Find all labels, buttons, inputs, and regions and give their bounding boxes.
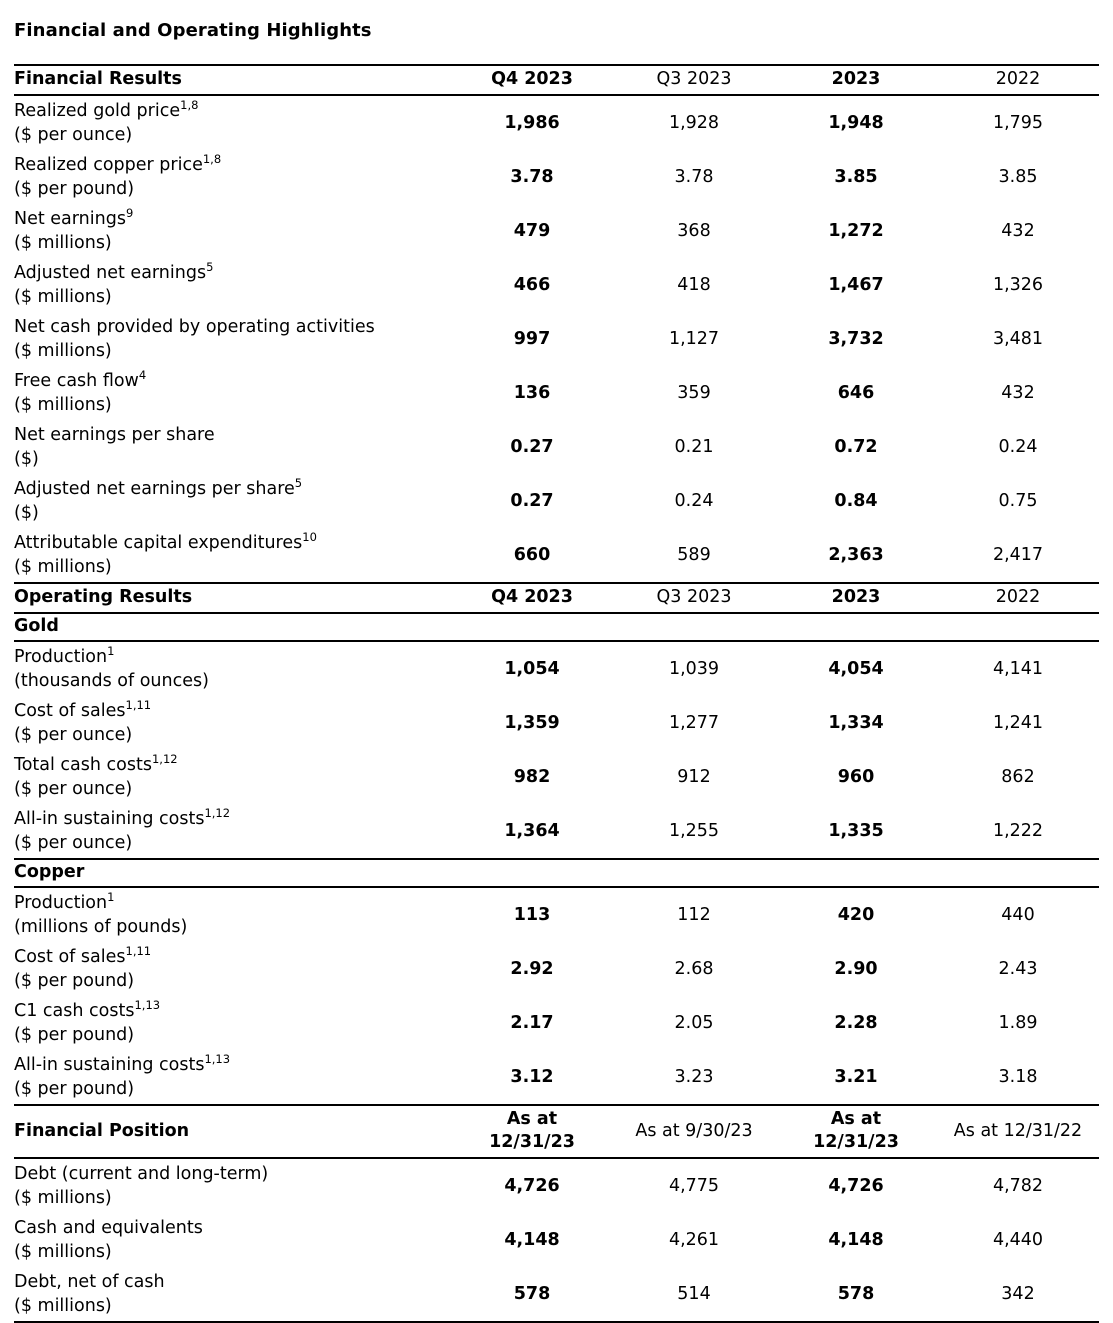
- metric-value: 466: [513, 275, 551, 295]
- metric-name: [14, 315, 451, 339]
- metric-value: 4,261: [668, 1230, 720, 1250]
- column-header-line: 2023: [831, 587, 881, 607]
- column-header: [775, 583, 937, 613]
- metric-label-cell: [14, 528, 451, 583]
- metric-value: 4,148: [828, 1230, 884, 1250]
- metric-unit: ($ millions): [14, 1242, 112, 1262]
- metric-name: [14, 1162, 451, 1186]
- metric-label-cell: [14, 942, 451, 996]
- section-title: Financial Position: [14, 1105, 451, 1158]
- highlights-table: [14, 64, 1099, 1323]
- metric-value: 3.12: [510, 1067, 554, 1087]
- metric-value: 1,255: [668, 821, 720, 841]
- metric-name: [14, 945, 451, 969]
- metric-name-text: Total cash costs: [14, 755, 152, 775]
- footnote-ref: 1,13: [134, 998, 161, 1013]
- metric-value: 3,481: [992, 329, 1044, 349]
- metric-value: 982: [513, 767, 551, 787]
- metric-value: 0.24: [998, 437, 1038, 457]
- metric-unit: ($): [14, 503, 39, 523]
- metric-value: 3.78: [510, 167, 554, 187]
- metric-name-text: Cost of sales: [14, 947, 126, 967]
- metric-value: 342: [1001, 1284, 1035, 1304]
- column-header-line: 2023: [831, 69, 881, 89]
- metric-value: 1,241: [992, 713, 1044, 733]
- metric-value: 1,948: [828, 113, 884, 133]
- column-header: [937, 65, 1099, 95]
- footnote-ref: 1,12: [204, 806, 231, 821]
- footnote-ref: 1: [107, 890, 115, 905]
- footnote-ref: 1,12: [151, 752, 178, 767]
- highlights-table-body: [14, 65, 1099, 1322]
- column-header-line: Q4 2023: [491, 69, 573, 89]
- metric-name: [14, 891, 451, 915]
- group-header-row: [14, 859, 1099, 887]
- group-title: Copper: [14, 859, 1099, 887]
- metric-value: 432: [1001, 221, 1035, 241]
- column-header-line: 12/31/23: [489, 1132, 575, 1152]
- column-header: [937, 1105, 1099, 1158]
- column-header-line: Q4 2023: [491, 587, 573, 607]
- metric-row: [14, 1213, 1099, 1267]
- metric-row: [14, 641, 1099, 696]
- metric-value: 4,782: [992, 1176, 1044, 1196]
- metric-row: [14, 996, 1099, 1050]
- metric-value: 136: [513, 383, 551, 403]
- column-header: [775, 65, 937, 95]
- metric-value: 4,054: [828, 659, 884, 679]
- metric-value: 4,775: [668, 1176, 720, 1196]
- section-title: Operating Results: [14, 583, 451, 613]
- metric-label-cell: [14, 95, 451, 150]
- metric-value: 912: [677, 767, 711, 787]
- metric-value: 1,795: [992, 113, 1044, 133]
- column-header-line: As at 12/31/22: [953, 1120, 1083, 1141]
- metric-value: 3.23: [674, 1067, 714, 1087]
- metric-unit: ($ millions): [14, 1296, 112, 1316]
- metric-row: [14, 887, 1099, 942]
- metric-row: [14, 750, 1099, 804]
- column-header: [937, 583, 1099, 613]
- metric-value: 1,359: [504, 713, 560, 733]
- metric-value: 2.05: [674, 1013, 714, 1033]
- metric-name: [14, 699, 451, 723]
- metric-name: [14, 1053, 451, 1077]
- column-header: [613, 65, 775, 95]
- column-header-line: As at: [830, 1109, 882, 1129]
- metric-value: 112: [677, 905, 711, 925]
- metric-row: [14, 696, 1099, 750]
- metric-value: 2.43: [998, 959, 1038, 979]
- footnote-ref: 1: [107, 644, 115, 659]
- metric-row: [14, 474, 1099, 528]
- metric-unit: ($ per pound): [14, 1079, 135, 1099]
- metric-name-text: Cost of sales: [14, 701, 126, 721]
- metric-value: 2,363: [828, 545, 884, 565]
- metric-value: 2,417: [992, 545, 1044, 565]
- page-title: Financial and Operating Highlights: [14, 20, 372, 41]
- column-header: [775, 1105, 937, 1158]
- metric-name-text: Net cash provided by operating activities: [14, 317, 375, 337]
- metric-value: 2.28: [834, 1013, 878, 1033]
- metric-row: [14, 942, 1099, 996]
- metric-name-text: Debt, net of cash: [14, 1272, 165, 1292]
- metric-value: 4,148: [504, 1230, 560, 1250]
- section-header-row: [14, 65, 1099, 95]
- group-header-row: [14, 613, 1099, 641]
- metric-unit: ($ per pound): [14, 179, 135, 199]
- metric-value: 0.84: [834, 491, 878, 511]
- metric-name: [14, 1216, 451, 1240]
- metric-name: [14, 645, 451, 669]
- metric-value: 420: [837, 905, 875, 925]
- metric-name: [14, 753, 451, 777]
- metric-label-cell: [14, 887, 451, 942]
- metric-label-cell: [14, 804, 451, 859]
- metric-label-cell: [14, 1050, 451, 1105]
- metric-name: [14, 1270, 451, 1294]
- metric-name: [14, 807, 451, 831]
- metric-unit: ($ per ounce): [14, 779, 133, 799]
- footnote-ref: 1,11: [125, 944, 152, 959]
- column-header-line: As at 9/30/23: [635, 1120, 753, 1141]
- metric-row: [14, 204, 1099, 258]
- metric-name: [14, 99, 451, 123]
- metric-value: 1,467: [828, 275, 884, 295]
- metric-name-text: C1 cash costs: [14, 1001, 135, 1021]
- metric-name: [14, 423, 451, 447]
- metric-unit: ($ per pound): [14, 971, 135, 991]
- metric-value: 1,326: [992, 275, 1044, 295]
- metric-row: [14, 420, 1099, 474]
- column-header-line: As at: [506, 1109, 558, 1129]
- metric-name-text: Realized copper price: [14, 155, 203, 175]
- section-header-row: [14, 1105, 1099, 1158]
- footnote-ref: 5: [206, 260, 214, 275]
- column-header-line: 2022: [995, 587, 1041, 607]
- metric-label-cell: [14, 474, 451, 528]
- footnote-ref: 1,13: [204, 1052, 231, 1067]
- metric-row: [14, 1267, 1099, 1322]
- metric-unit: ($ per ounce): [14, 725, 133, 745]
- metric-label-cell: [14, 150, 451, 204]
- metric-row: [14, 366, 1099, 420]
- metric-label-cell: [14, 204, 451, 258]
- metric-label-cell: [14, 312, 451, 366]
- metric-value: 1,272: [828, 221, 884, 241]
- metric-value: 997: [513, 329, 551, 349]
- metric-label-cell: [14, 1158, 451, 1213]
- footnote-ref: 4: [138, 368, 147, 383]
- metric-value: 660: [513, 545, 551, 565]
- metric-row: [14, 258, 1099, 312]
- metric-name-text: Cash and equivalents: [14, 1218, 203, 1238]
- metric-name-text: Production: [14, 647, 108, 667]
- metric-unit: (millions of pounds): [14, 917, 188, 937]
- metric-value: 2.92: [510, 959, 554, 979]
- group-title: Gold: [14, 613, 1099, 641]
- column-header: [613, 583, 775, 613]
- metric-label-cell: [14, 366, 451, 420]
- metric-value: 514: [677, 1284, 711, 1304]
- metric-value: 418: [677, 275, 711, 295]
- metric-value: 0.24: [674, 491, 714, 511]
- metric-unit: ($): [14, 449, 39, 469]
- metric-value: 4,141: [992, 659, 1044, 679]
- metric-name: [14, 369, 451, 393]
- metric-row: [14, 150, 1099, 204]
- metric-value: 1,127: [668, 329, 720, 349]
- metric-label-cell: [14, 750, 451, 804]
- metric-label-cell: [14, 1213, 451, 1267]
- footnote-ref: 1,11: [125, 698, 152, 713]
- metric-name: [14, 261, 451, 285]
- metric-name-text: Realized gold price: [14, 101, 181, 121]
- metric-label-cell: [14, 641, 451, 696]
- metric-value: 646: [837, 383, 875, 403]
- metric-unit: ($ millions): [14, 557, 112, 577]
- column-header: [451, 65, 613, 95]
- metric-value: 0.72: [834, 437, 878, 457]
- section-title: Financial Results: [14, 65, 451, 95]
- footnote-ref: 9: [125, 206, 134, 221]
- metric-unit: (thousands of ounces): [14, 671, 209, 691]
- metric-value: 4,440: [992, 1230, 1044, 1250]
- metric-value: 3.78: [674, 167, 714, 187]
- metric-name-text: Net earnings per share: [14, 425, 215, 445]
- metric-value: 589: [677, 545, 711, 565]
- metric-value: 1,054: [504, 659, 560, 679]
- metric-row: [14, 804, 1099, 859]
- metric-value: 578: [513, 1284, 551, 1304]
- metric-label-cell: [14, 696, 451, 750]
- metric-name-text: Free cash flow: [14, 371, 139, 391]
- metric-value: 1,335: [828, 821, 884, 841]
- metric-label-cell: [14, 258, 451, 312]
- column-header: [613, 1105, 775, 1158]
- metric-value: 3,732: [828, 329, 884, 349]
- metric-unit: ($ millions): [14, 1188, 112, 1208]
- metric-value: 1,277: [668, 713, 720, 733]
- metric-unit: ($ millions): [14, 395, 112, 415]
- metric-value: 1,334: [828, 713, 884, 733]
- metric-value: 2.90: [834, 959, 878, 979]
- metric-name: [14, 153, 451, 177]
- metric-value: 4,726: [504, 1176, 560, 1196]
- metric-value: 3.85: [998, 167, 1038, 187]
- footnote-ref: 10: [302, 530, 317, 545]
- metric-value: 1.89: [998, 1013, 1038, 1033]
- metric-row: [14, 1158, 1099, 1213]
- metric-label-cell: [14, 420, 451, 474]
- metric-unit: ($ millions): [14, 287, 112, 307]
- metric-name-text: Adjusted net earnings: [14, 263, 207, 283]
- metric-name-text: All-in sustaining costs: [14, 1055, 205, 1075]
- footnote-ref: 1,8: [180, 98, 199, 113]
- metric-value: 1,039: [668, 659, 720, 679]
- metric-unit: ($ millions): [14, 233, 112, 253]
- metric-name: [14, 531, 451, 555]
- metric-value: 359: [677, 383, 711, 403]
- metric-row: [14, 528, 1099, 583]
- metric-value: 440: [1001, 905, 1035, 925]
- metric-row: [14, 1050, 1099, 1105]
- metric-unit: ($ per pound): [14, 1025, 135, 1045]
- metric-row: [14, 95, 1099, 150]
- column-header-line: Q3 2023: [656, 69, 732, 89]
- metric-value: 862: [1001, 767, 1035, 787]
- metric-name-text: Debt (current and long-term): [14, 1164, 269, 1184]
- metric-value: 0.27: [510, 437, 554, 457]
- metric-name: [14, 477, 451, 501]
- column-header-line: 2022: [995, 69, 1041, 89]
- metric-value: 2.17: [510, 1013, 554, 1033]
- section-header-row: [14, 583, 1099, 613]
- metric-value: 4,726: [828, 1176, 884, 1196]
- metric-name: [14, 207, 451, 231]
- metric-value: 479: [513, 221, 551, 241]
- metric-name-text: Production: [14, 893, 108, 913]
- metric-value: 113: [513, 905, 551, 925]
- metric-row: [14, 312, 1099, 366]
- metric-value: 0.75: [998, 491, 1038, 511]
- metric-value: 3.21: [834, 1067, 878, 1087]
- metric-value: 578: [837, 1284, 875, 1304]
- metric-value: 2.68: [674, 959, 714, 979]
- metric-value: 368: [677, 221, 711, 241]
- metric-name: [14, 999, 451, 1023]
- column-header-line: Q3 2023: [656, 587, 732, 607]
- metric-value: 3.18: [998, 1067, 1038, 1087]
- metric-label-cell: [14, 1267, 451, 1322]
- footnote-ref: 1,8: [202, 152, 222, 167]
- metric-label-cell: [14, 996, 451, 1050]
- metric-name-text: All-in sustaining costs: [14, 809, 205, 829]
- metric-value: 0.27: [510, 491, 554, 511]
- metric-name-text: Net earnings: [14, 209, 126, 229]
- metric-value: 1,986: [504, 113, 560, 133]
- column-header: [451, 583, 613, 613]
- metric-unit: ($ millions): [14, 341, 112, 361]
- metric-value: 1,928: [668, 113, 720, 133]
- metric-name-text: Attributable capital expenditures: [14, 533, 303, 553]
- footnote-ref: 5: [294, 476, 303, 491]
- metric-name-text: Adjusted net earnings per share: [14, 479, 295, 499]
- metric-value: 432: [1001, 383, 1035, 403]
- metric-value: 1,364: [504, 821, 560, 841]
- metric-unit: ($ per ounce): [14, 833, 133, 853]
- column-header-line: 12/31/23: [813, 1132, 899, 1152]
- metric-value: 1,222: [992, 821, 1044, 841]
- metric-unit: ($ per ounce): [14, 125, 133, 145]
- metric-value: 960: [837, 767, 875, 787]
- metric-value: 3.85: [834, 167, 878, 187]
- metric-value: 0.21: [674, 437, 714, 457]
- column-header: [451, 1105, 613, 1158]
